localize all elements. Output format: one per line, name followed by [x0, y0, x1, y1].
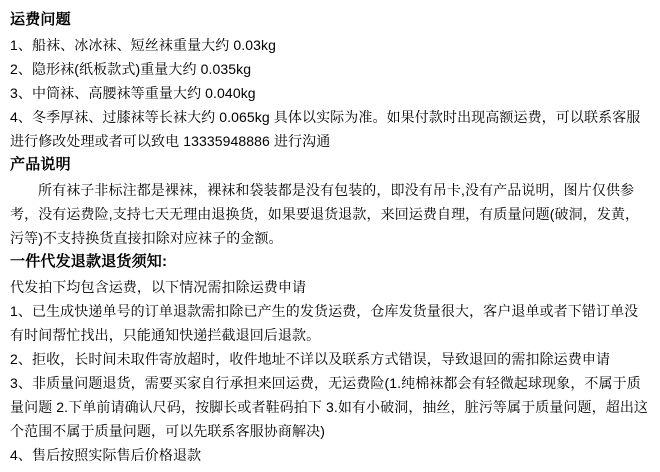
section-heading: 运费问题 — [10, 11, 71, 28]
section-heading: 产品说明 — [10, 156, 71, 173]
shipping-line-2: 2、隐形袜(纸板款式)重量大约 0.035kg — [10, 61, 252, 77]
refund-item-1: 1、已生成快递单号的订单退款需扣除已产生的发货运费，仓库发货量很大，客户退单或者下错订单没有时间帮忙找出，只能通知快递拦截退回后退款。 — [10, 303, 639, 343]
product-description-text: 所有袜子非标注都是裸袜，裸袜和袋装都是没有包装的，即没有吊卡,没有产品说明，图片仅供参考，没有运费险,支持七天无理由退换货，如果要退货退款，来回运费自理，有质量问题(破洞，发黄，污等)不支持换货直接扣除对应袜子的金额。 — [10, 182, 640, 246]
shipping-line-1: 1、船袜、冰冰袜、短丝袜重量大约 0.03kg — [10, 37, 277, 53]
refund-item-3: 3、非质量问题退货，需要买家自行承担来回运费，无运费险(1.纯棉袜都会有轻微起球现象，不属于质量问题 2.下单前请确认尺码，按脚长或者鞋码拍下 3.如有小破洞，抽丝，脏污等属于质量问题，超出这个范围不属于质量问题，可以先联系客服协商解决) — [10, 375, 649, 439]
shipping-line-3: 3、中筒袜、高腰袜等重量大约 0.040kg — [10, 85, 256, 101]
refund-item-4: 4、售后按照实际售后价格退款 — [10, 447, 202, 463]
refund-intro: 代发拍下均包含运费，以下情况需扣除运费申请 — [10, 279, 307, 295]
refund-item-2: 2、拒收，长时间未取件寄放超时，收件地址不详以及联系方式错误，导致退回的需扣除运费申请 — [10, 351, 611, 367]
section-dropship-refund-notice — [10, 250, 650, 467]
section-shipping-issues — [10, 8, 650, 153]
shipping-line-4: 4、冬季厚袜、过膝袜等长袜大约 0.065kg 具体以实际为准。如果付款时出现高额运费，可以联系客服进行修改处理或者可以致电 13335948886 进行沟通 — [10, 109, 641, 149]
section-heading: 一件代发退款退货须知: — [10, 253, 168, 270]
section-product-description — [10, 153, 650, 250]
